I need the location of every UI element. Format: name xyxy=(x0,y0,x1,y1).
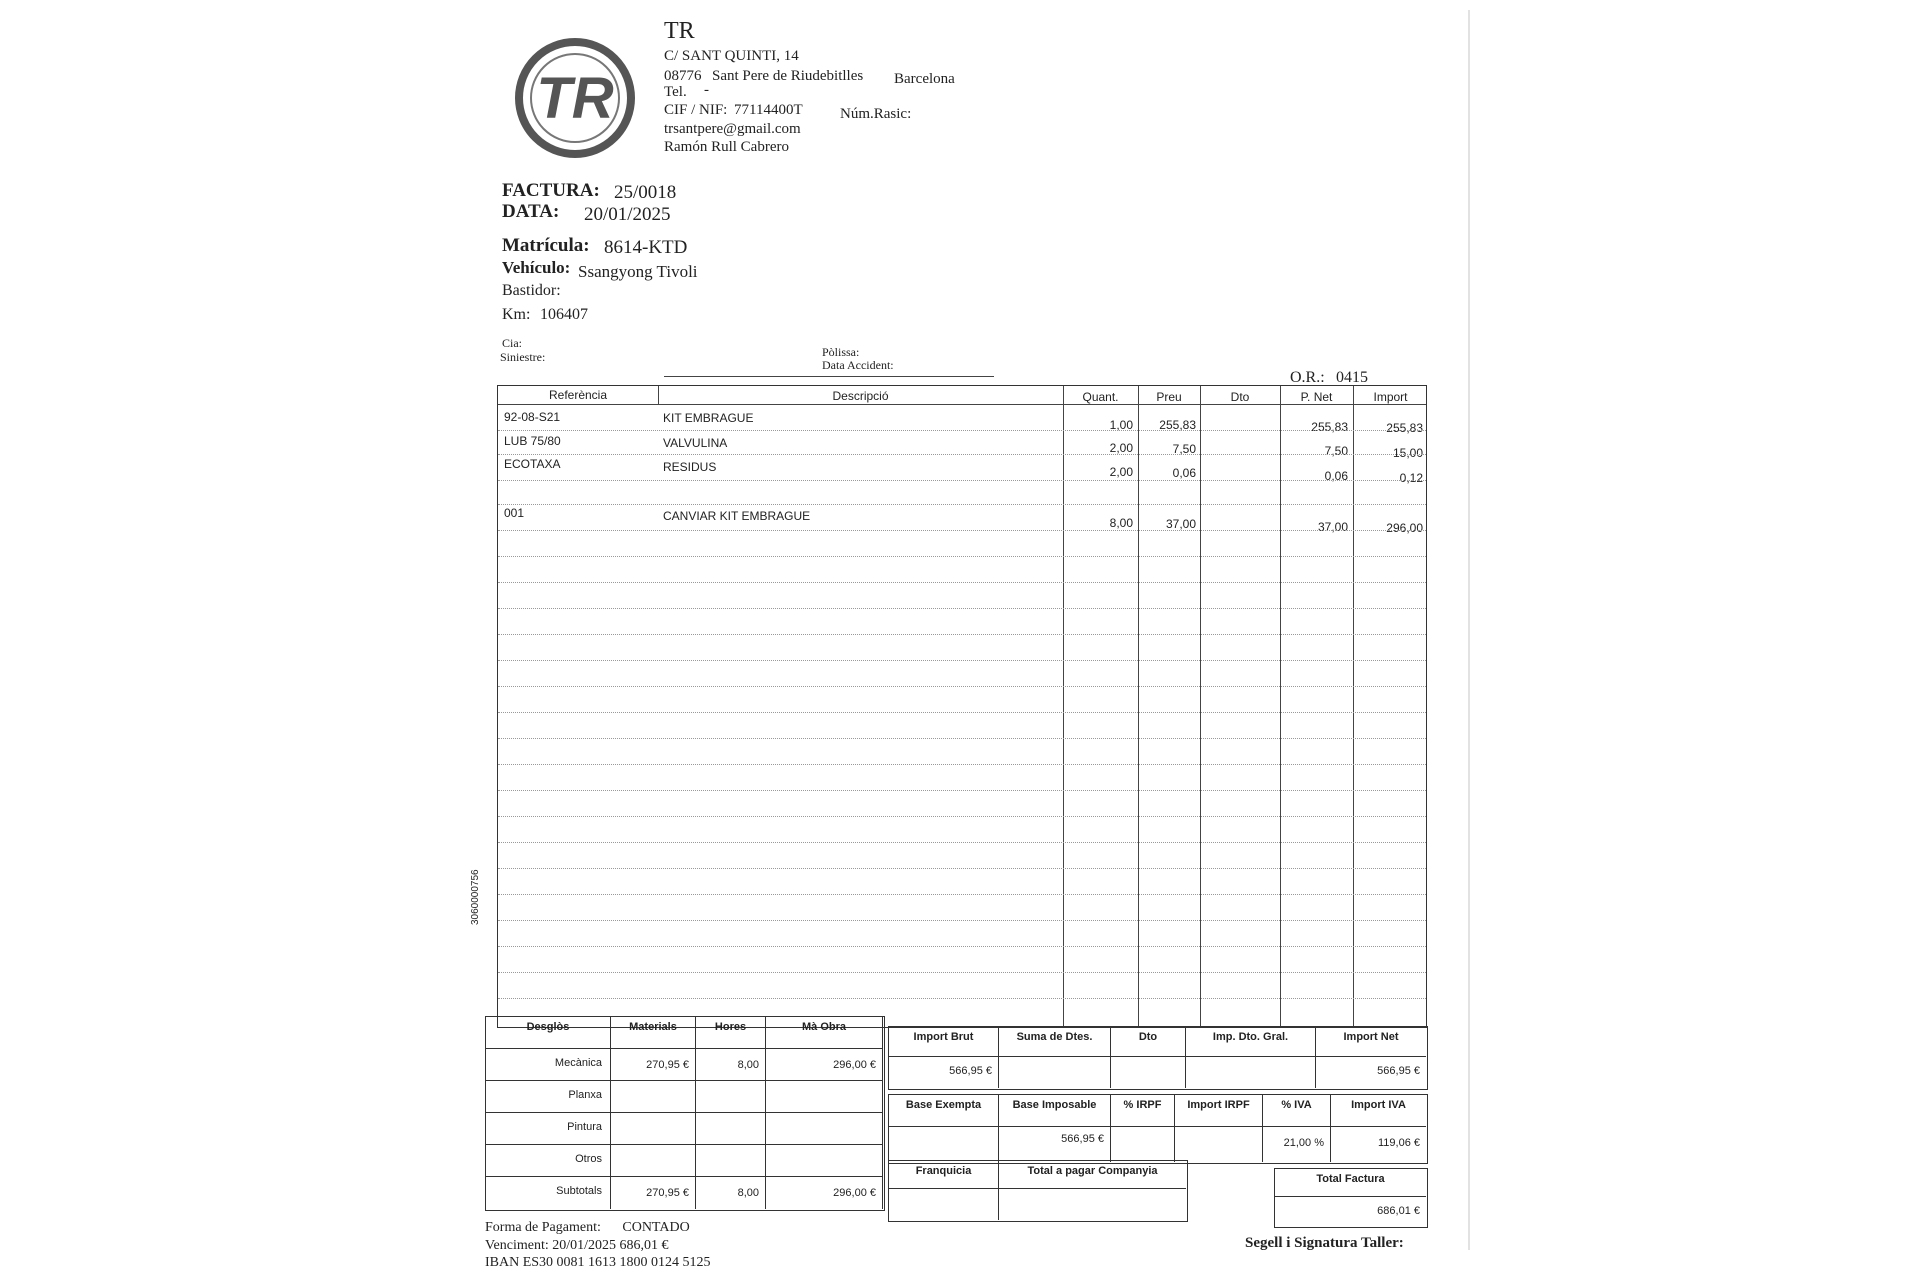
header-divider xyxy=(498,404,1426,405)
breakdown-table xyxy=(485,1016,885,1211)
row3-import: 0,12 xyxy=(1399,471,1423,485)
km-value: 106407 xyxy=(540,306,588,323)
company-owner: Ramón Rull Cabrero xyxy=(664,139,789,155)
header-referencia: Referència xyxy=(548,388,608,402)
row-separator xyxy=(498,842,1426,843)
row-separator xyxy=(498,634,1426,635)
due-date: Venciment: 20/01/2025 686,01 € xyxy=(485,1238,669,1253)
row1-desc: KIT EMBRAGUE xyxy=(663,411,754,425)
breakdown-empty xyxy=(766,1113,883,1145)
factura-value: 25/0018 xyxy=(614,182,677,203)
items-table xyxy=(497,385,1427,1028)
breakdown-header: Materials xyxy=(611,1017,696,1049)
row3-price: 0,06 xyxy=(1172,466,1196,480)
breakdown-materials: 270,95 € xyxy=(611,1177,696,1209)
breakdown-label: Pintura xyxy=(486,1113,611,1145)
logo-text: TR xyxy=(536,66,614,131)
or-label: O.R.: xyxy=(1290,369,1325,386)
row-separator xyxy=(498,480,1426,481)
row1-qty: 1,00 xyxy=(1109,418,1133,432)
totals2-header: Base Imposable xyxy=(999,1095,1111,1127)
totals2-header: Import IRPF xyxy=(1175,1095,1263,1127)
header-preu: Preu xyxy=(1156,390,1182,404)
accident-underline xyxy=(664,376,994,377)
row5-desc: CANVIAR KIT EMBRAGUE xyxy=(663,509,811,523)
totals2-header: % IVA xyxy=(1263,1095,1331,1127)
header-descripcio: Descripció xyxy=(832,389,889,403)
row-separator xyxy=(498,712,1426,713)
row1-price: 255,83 xyxy=(1159,418,1196,432)
breakdown-hores: 8,00 xyxy=(696,1177,766,1209)
franchise-header: Franquicia xyxy=(889,1161,999,1189)
company-total-value xyxy=(999,1189,1186,1220)
company-logo xyxy=(513,36,638,161)
matricula-label: Matrícula: xyxy=(502,235,590,256)
header-pnet: P. Net xyxy=(1300,390,1333,404)
page-edge xyxy=(1468,10,1470,1250)
row2-net: 7,50 xyxy=(1324,444,1348,458)
totals1-header: Imp. Dto. Gral. xyxy=(1186,1027,1316,1057)
row1-ref: 92-08-S21 xyxy=(504,410,561,424)
breakdown-label: Mecànica xyxy=(486,1049,611,1081)
breakdown-empty xyxy=(696,1145,766,1177)
iban: IBAN ES30 0081 1613 1800 0124 5125 xyxy=(485,1255,711,1270)
row-separator xyxy=(498,894,1426,895)
vehiculo-value: Ssangyong Tivoli xyxy=(578,262,698,281)
row2-desc: VALVULINA xyxy=(663,436,728,450)
breakdown-empty xyxy=(766,1081,883,1113)
breakdown-empty xyxy=(611,1145,696,1177)
side-code: 3060000756 xyxy=(470,869,481,925)
breakdown-materials: 270,95 € xyxy=(611,1049,696,1081)
siniestre-label: Siniestre: xyxy=(500,350,546,364)
payment-method-value: CONTADO xyxy=(622,1220,690,1235)
totals2-header: Import IVA xyxy=(1331,1095,1426,1127)
breakdown-empty xyxy=(611,1113,696,1145)
total-factura-value: 686,01 € xyxy=(1377,1205,1420,1217)
breakdown-header: Hores xyxy=(696,1017,766,1049)
company-email: trsantpere@gmail.com xyxy=(664,121,801,137)
row-separator xyxy=(498,504,1426,505)
iva-percent-value: 21,00 % xyxy=(1263,1127,1331,1162)
vehiculo-label: Vehículo: xyxy=(502,258,571,277)
total-factura-label: Total Factura xyxy=(1275,1169,1426,1197)
company-tel-label: Tel. xyxy=(664,84,687,100)
row3-net: 0,06 xyxy=(1324,469,1348,483)
row-separator xyxy=(498,738,1426,739)
row5-price: 37,00 xyxy=(1165,517,1196,531)
totals2-empty xyxy=(1175,1127,1263,1162)
totals1-header: Import Net xyxy=(1316,1027,1426,1057)
breakdown-empty xyxy=(611,1081,696,1113)
breakdown-header: Desglòs xyxy=(486,1017,611,1049)
breakdown-ma-obra: 296,00 € xyxy=(766,1049,883,1081)
company-city: Sant Pere de Riudebitlles xyxy=(712,68,864,84)
payment-method-label: Forma de Pagament: xyxy=(485,1220,601,1235)
breakdown-hores: 8,00 xyxy=(696,1049,766,1081)
row-separator xyxy=(498,920,1426,921)
company-reg-label: Núm.Rasic: xyxy=(840,106,912,122)
company-address: C/ SANT QUINTI, 14 xyxy=(664,48,799,64)
header-import: Import xyxy=(1373,390,1408,404)
totals1-empty xyxy=(1111,1057,1186,1088)
row5-net: 37,00 xyxy=(1317,520,1348,534)
row-separator xyxy=(498,660,1426,661)
row1-import: 255,83 xyxy=(1386,421,1423,435)
totals2-header: Base Exempta xyxy=(889,1095,999,1127)
company-province: Barcelona xyxy=(894,71,955,87)
base-exempta-value xyxy=(889,1127,999,1162)
row-separator xyxy=(498,764,1426,765)
row-separator xyxy=(498,946,1426,947)
breakdown-empty xyxy=(766,1145,883,1177)
row2-import: 15,00 xyxy=(1392,446,1423,460)
factura-label: FACTURA: xyxy=(502,180,600,201)
totals1-empty xyxy=(999,1057,1111,1088)
breakdown-label: Subtotals xyxy=(486,1177,611,1209)
import-brut-value: 566,95 € xyxy=(889,1057,999,1088)
totals1-empty xyxy=(1186,1057,1316,1088)
row2-ref: LUB 75/80 xyxy=(504,434,561,448)
franchise-header: Total a pagar Companyia xyxy=(999,1161,1186,1189)
row5-ref: 001 xyxy=(504,506,525,520)
row5-qty: 8,00 xyxy=(1109,516,1133,530)
km-label: Km: xyxy=(502,306,531,323)
header-dto: Dto xyxy=(1230,390,1250,404)
row-separator xyxy=(498,556,1426,557)
row3-ref: ECOTAXA xyxy=(504,457,561,471)
payment-method xyxy=(485,1220,690,1236)
data-value: 20/01/2025 xyxy=(584,204,671,225)
import-net-value: 566,95 € xyxy=(1377,1065,1420,1077)
franchise-value xyxy=(889,1189,999,1220)
row5-import: 296,00 xyxy=(1386,521,1423,535)
franchise-table xyxy=(888,1160,1188,1222)
breakdown-label: Planxa xyxy=(486,1081,611,1113)
signature-label: Segell i Signatura Taller: xyxy=(1245,1235,1404,1251)
row-separator xyxy=(498,608,1426,609)
matricula-value: 8614-KTD xyxy=(604,237,688,258)
row-separator xyxy=(498,454,1426,455)
bastidor-label: Bastidor: xyxy=(502,282,561,299)
row-separator xyxy=(498,790,1426,791)
totals1-header: Dto xyxy=(1111,1027,1186,1057)
row-separator xyxy=(498,430,1426,431)
breakdown-empty xyxy=(696,1113,766,1145)
breakdown-ma-obra: 296,00 € xyxy=(766,1177,883,1209)
totals1-header: Import Brut xyxy=(889,1027,999,1057)
row3-desc: RESIDUS xyxy=(663,460,717,474)
row-separator xyxy=(498,530,1426,531)
or-value: 0415 xyxy=(1336,369,1368,386)
iva-import-value: 119,06 € xyxy=(1377,1137,1420,1149)
header-quant: Quant. xyxy=(1082,390,1119,404)
row2-qty: 2,00 xyxy=(1109,441,1133,455)
company-cif-value: 77114400T xyxy=(734,102,803,118)
totals-tax-table xyxy=(888,1094,1428,1164)
data-label: DATA: xyxy=(502,201,560,222)
breakdown-label: Otros xyxy=(486,1145,611,1177)
total-factura-box xyxy=(1274,1168,1428,1228)
row-separator xyxy=(498,868,1426,869)
totals-net-table xyxy=(888,1026,1428,1090)
row-separator xyxy=(498,972,1426,973)
totals2-empty xyxy=(1111,1127,1175,1162)
company-name: TR xyxy=(664,18,695,44)
totals1-header: Suma de Dtes. xyxy=(999,1027,1111,1057)
data-accident-label: Data Accident: xyxy=(822,358,894,372)
company-cif-label: CIF / NIF: xyxy=(664,102,728,118)
company-postal: 08776 xyxy=(664,68,702,84)
totals2-header: % IRPF xyxy=(1111,1095,1175,1127)
row-separator xyxy=(498,816,1426,817)
row1-net: 255,83 xyxy=(1311,420,1348,434)
row3-qty: 2,00 xyxy=(1109,465,1133,479)
col-divider xyxy=(1138,386,1139,1027)
base-imposable-value: 566,95 € xyxy=(999,1127,1111,1162)
row-separator xyxy=(498,998,1426,999)
polissa-label: Pòlissa: xyxy=(822,345,860,359)
row-separator xyxy=(498,582,1426,583)
breakdown-header: Mà Obra xyxy=(766,1017,883,1049)
cia-label: Cia: xyxy=(502,336,522,350)
col-divider xyxy=(1200,386,1201,1027)
breakdown-empty xyxy=(696,1081,766,1113)
company-tel-value: - xyxy=(704,82,709,98)
row2-price: 7,50 xyxy=(1172,442,1196,456)
col-divider xyxy=(1063,386,1064,1027)
row-separator xyxy=(498,686,1426,687)
